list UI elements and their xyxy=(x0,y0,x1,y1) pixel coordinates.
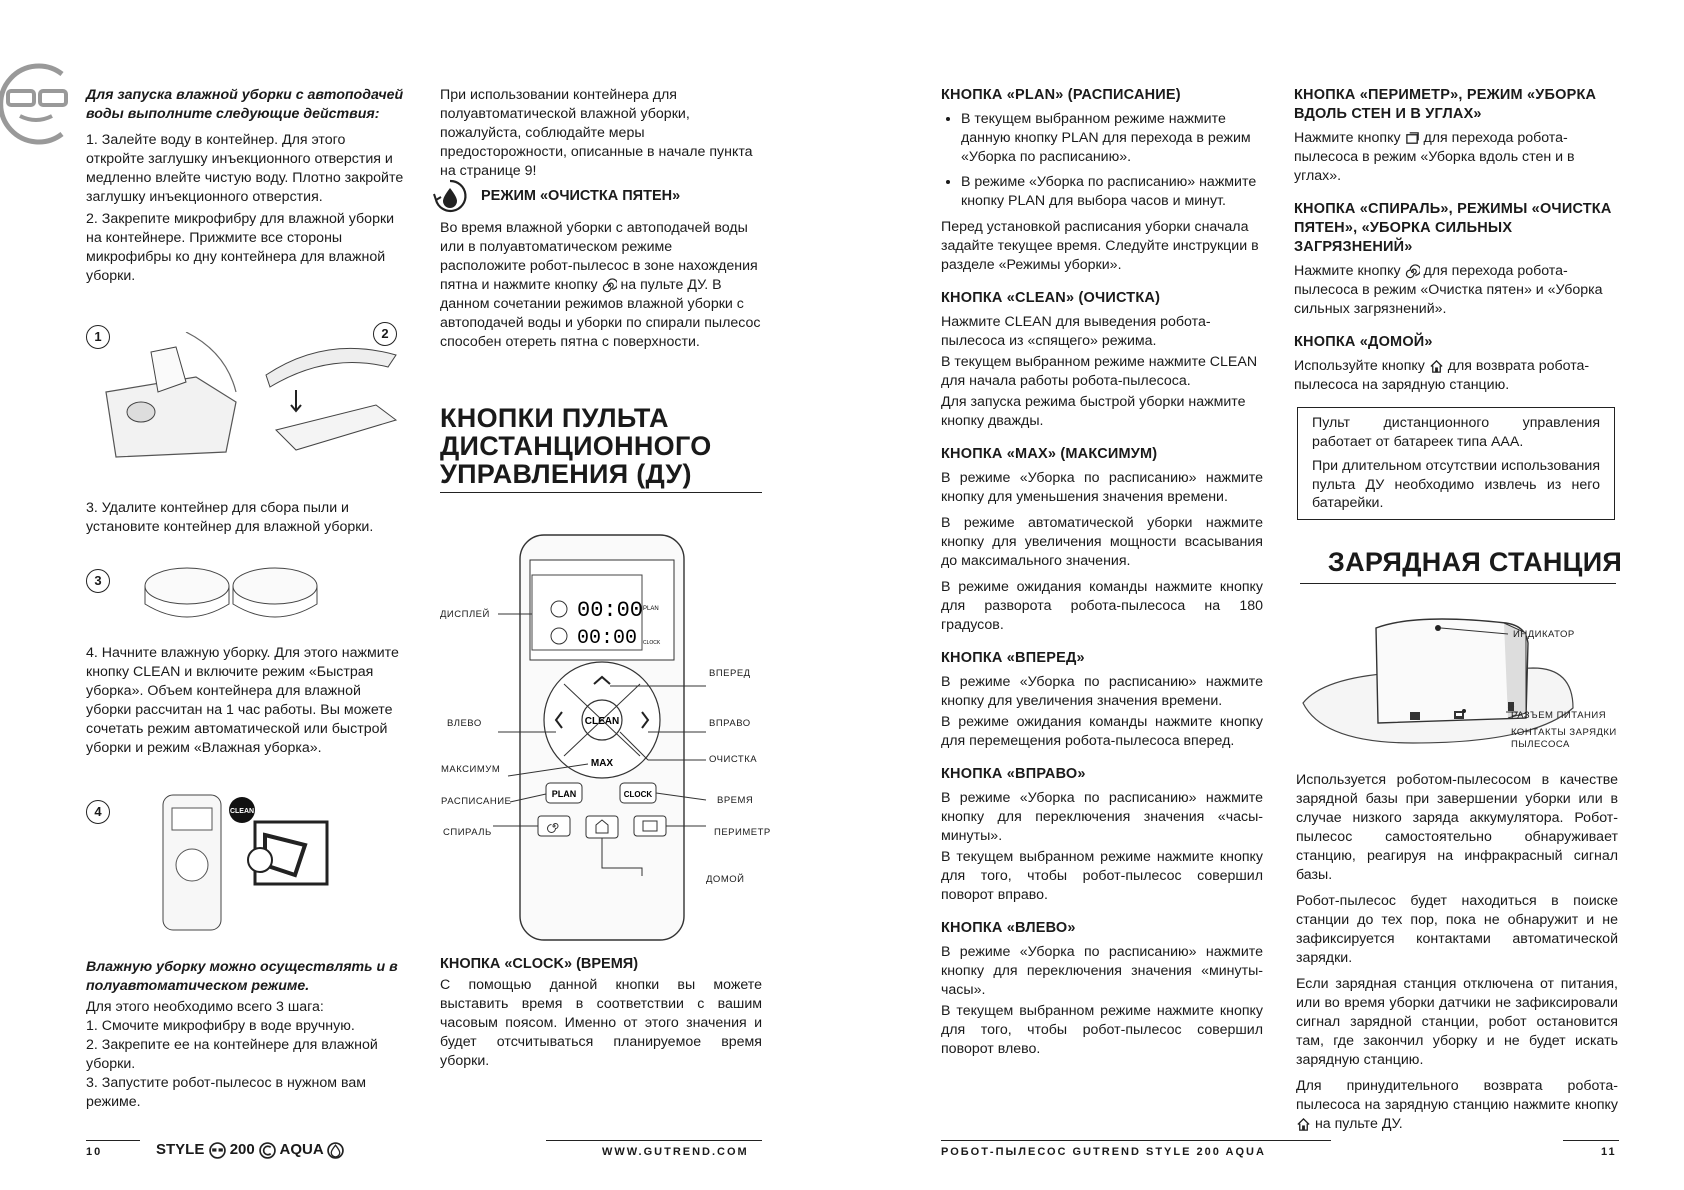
spiral-icon xyxy=(602,278,617,293)
station-text-1: Робот-пылесос будет находиться в поиске станции до тех пор, пока не обнаружит и не зафиксируется контактами автоматической зарядки. xyxy=(1296,893,1618,966)
perimeter-heading: КНОПКА «ПЕРИМЕТР», РЕЖИМ «УБОРКА ВДОЛЬ СТЕН И В УГЛАХ» xyxy=(1294,87,1597,122)
max-text-1: В режиме автоматической уборки нажмите кнопку для увеличения мощности всасывания до максимального значения. xyxy=(941,515,1263,569)
home-heading: КНОПКА «ДОМОЙ» xyxy=(1294,334,1433,350)
left-text-1: В текущем выбранном режиме нажмите кнопку для того, чтобы робот-пылесос совершил поворот влево. xyxy=(941,1003,1263,1057)
label-spiral: СПИРАЛЬ xyxy=(443,827,492,838)
label-contacts-2: ПЫЛЕСОСА xyxy=(1511,739,1570,750)
max-text-2: В режиме ожидания команды нажмите кнопку для разворота робота-пылесоса на 180 градусов. xyxy=(941,579,1263,633)
website: WWW.GUTREND.COM xyxy=(602,1146,749,1158)
right-text-0: В режиме «Уборка по расписанию» нажмите кнопку для переключения значения «часы-минуты». xyxy=(941,790,1263,844)
perimeter-text-b: для перехода робота-пылесоса в режим «Уборка вдоль стен и в углах». xyxy=(1294,130,1575,184)
swap-container-illustration xyxy=(140,564,325,634)
clean-button-label: CLEAN xyxy=(584,716,620,727)
right-footer-rule-1 xyxy=(941,1140,1331,1141)
left-footer-rule-1 xyxy=(86,1140,140,1141)
brand-style: STYLE xyxy=(156,1141,205,1158)
brand-c-icon xyxy=(259,1142,276,1159)
semi-auto-line-3: 3. Запустите робот-пылесос в нужном вам режиме. xyxy=(86,1075,366,1110)
semi-auto-line-0: Для этого необходимо всего 3 шага: xyxy=(86,999,324,1015)
label-clean: ОЧИСТКА xyxy=(709,754,758,765)
home-text-a: Используйте кнопку xyxy=(1294,358,1425,374)
clean-text-1: В текущем выбранном режиме нажмите CLEAN для начала работы робота-пылесоса. xyxy=(941,354,1258,389)
brand-logo xyxy=(156,1141,344,1159)
station-text xyxy=(1296,771,1618,1141)
step-4-text: 4. Начните влажную уборку. Для этого нажмите кнопку CLEAN и включите режим «Быстрая уборка». Объем контейнера для влажной уборки рассчитан на 1 час работы. Вы можете сочетать режим автоматической или быстрой уборки и режим «Влажная уборка». xyxy=(86,645,399,756)
spiral-heading: КНОПКА «СПИРАЛЬ», РЕЖИМЫ «ОЧИСТКА ПЯТЕН», «УБОРКА СИЛЬНЫХ ЗАГРЯЗНЕНИЙ» xyxy=(1294,201,1612,255)
station-text-2: Если зарядная станция отключена от питания, или во время уборки датчики не зафиксировали сигнал зарядной станции, робот остановится там, где закончил уборку и не будет искать зарядную станцию. xyxy=(1296,976,1618,1068)
spiral-button[interactable] xyxy=(538,816,570,836)
station-heading-rule xyxy=(1300,583,1616,584)
home-icon xyxy=(1429,359,1444,374)
display-clock-label: CLOCK xyxy=(643,640,661,646)
label-contacts-1: КОНТАКТЫ ЗАРЯДКИ xyxy=(1511,727,1617,738)
semi-auto-heading: Влажную уборку можно осуществлять и в полуавтоматическом режиме. xyxy=(86,959,398,994)
left-column-step3 xyxy=(86,499,404,544)
max-button-label[interactable]: MAX xyxy=(590,758,614,769)
semi-auto-line-1: 1. Смочите микрофибру в воде вручную. xyxy=(86,1018,355,1034)
right-footer-rule-2 xyxy=(1563,1140,1619,1141)
plan-heading: КНОПКА «PLAN» (РАСПИСАНИЕ) xyxy=(941,87,1181,103)
station-text-0: Используется роботом-пылесосом в качестве зарядной базы при завершении уборки или в случае низкого заряда аккумулятора. Робот-пылесос самостоятельно обнаруживает станцию, реагируя на инфракрасный сигнал базы. xyxy=(1296,772,1618,883)
wet-clean-intro: Для запуска влажной уборки с автоподачей воды выполните следующие действия: xyxy=(86,87,404,122)
precaution-text: При использовании контейнера для полуавтоматической влажной уборки, пожалуйста, соблюдайте меры предосторожности, описанные в начале пункта на странице 9! xyxy=(440,87,753,179)
figure-number-3: 3 xyxy=(86,569,110,593)
brand-aqua: AQUA xyxy=(279,1141,324,1158)
max-text-0: В режиме «Уборка по расписанию» нажмите кнопку для уменьшения значения времени. xyxy=(941,470,1263,505)
spot-mode-heading: РЕЖИМ «ОЧИСТКА ПЯТЕН» xyxy=(481,188,681,204)
plan-bullet-0: • В текущем выбранном режиме нажмите данную кнопку PLAN для перехода в режим «Уборка по расписанию». xyxy=(961,110,1263,167)
display-time-2: 00:00 xyxy=(577,627,638,650)
figure-number-4: 4 xyxy=(86,800,110,824)
spiral-text-a: Нажмите кнопку xyxy=(1294,263,1401,279)
station-last-b: на пульте ДУ. xyxy=(1314,1116,1403,1132)
product-title: РОБОТ-ПЫЛЕСОС GUTREND STYLE 200 AQUA xyxy=(941,1146,1266,1158)
right-page-number: 11 xyxy=(1601,1146,1617,1158)
left-page-number: 10 xyxy=(86,1146,103,1158)
forward-text-0: В режиме «Уборка по расписанию» нажмите кнопку для увеличения значения времени. xyxy=(941,674,1263,709)
label-power: РАЗЪЕМ ПИТАНИЯ xyxy=(1511,710,1607,721)
left-heading: КНОПКА «ВЛЕВО» xyxy=(941,920,1076,936)
fig4-clean-label: CLEAN xyxy=(229,808,255,815)
label-perimeter: ПЕРИМЕТР xyxy=(714,827,771,838)
glasses-logo-icon xyxy=(0,58,82,148)
spot-text-b: на пульте ДУ. В данном сочетании режимов влажной уборки с автоподачей воды и уборки по спирали пылесос способен отереть пятна с поверхности. xyxy=(440,277,761,350)
attach-microfiber-illustration xyxy=(256,335,406,455)
start-clean-illustration xyxy=(160,790,335,935)
home-button[interactable] xyxy=(586,816,618,838)
label-indicator: ИНДИКАТОР xyxy=(1513,629,1575,640)
label-forward: ВПЕРЕД xyxy=(709,668,751,679)
left-text-0: В режиме «Уборка по расписанию» нажмите кнопку для переключения значения «минуты-часы». xyxy=(941,944,1263,998)
brand-drop-icon xyxy=(327,1142,344,1159)
brand-glasses-icon xyxy=(209,1142,226,1159)
left-column-step4 xyxy=(86,644,404,765)
clock-button-label: CLOCK xyxy=(623,790,653,799)
fill-water-illustration xyxy=(96,332,246,462)
clock-text: С помощью данной кнопки вы можете выставить время в соответствии с вашим часовым поясом. Именно от этого значения и будет отсчитываться планируемое время уборки. xyxy=(440,977,762,1069)
label-time: ВРЕМЯ xyxy=(717,795,754,806)
station-heading: ЗАРЯДНАЯ СТАНЦИЯ xyxy=(1327,547,1623,577)
clean-heading: КНОПКА «CLEAN» (ОЧИСТКА) xyxy=(941,290,1161,306)
left-column-semi-auto xyxy=(86,958,404,1112)
label-home: ДОМОЙ xyxy=(706,874,745,885)
spiral-text-b: для перехода робота-пылесоса в режим «Очистка пятен» и «Уборка сильных загрязнений». xyxy=(1294,263,1603,317)
semi-auto-line-2: 2. Закрепите ее на контейнере для влажной уборки. xyxy=(86,1037,378,1072)
perimeter-text-a: Нажмите кнопку xyxy=(1294,130,1401,146)
perimeter-button[interactable] xyxy=(634,816,666,836)
right-text-1: В текущем выбранном режиме нажмите кнопку для того, чтобы робот-пылесос совершил поворот вправо. xyxy=(941,849,1263,903)
battery-note-2: При длительном отсутствии использования пульта ДУ необходимо извлечь из него батарейки. xyxy=(1312,458,1600,511)
home-icon xyxy=(1296,1117,1311,1132)
right-heading: КНОПКА «ВПРАВО» xyxy=(941,766,1086,782)
clean-text-0: Нажмите CLEAN для выведения робота-пылесоса из «спящего» режима. xyxy=(941,314,1211,349)
step-1-text: 1. Залейте воду в контейнер. Для этого откройте заглушку инъекционного отверстия и медленно влейте чистую воду. Плотно закройте заглушку инъекционного отверстия. xyxy=(86,132,404,205)
spiral-icon xyxy=(1405,264,1420,279)
max-heading: КНОПКА «MAX» (МАКСИМУМ) xyxy=(941,446,1158,462)
forward-heading: КНОПКА «ВПЕРЕД» xyxy=(941,650,1085,666)
spot-mode-text xyxy=(440,219,762,352)
step-3-text: 3. Удалите контейнер для сбора пыли и установите контейнер для влажной уборки. xyxy=(86,500,374,535)
display-plan-label: PLAN xyxy=(643,606,659,612)
label-display: ДИСПЛЕЙ xyxy=(440,609,490,620)
plan-bullet-1: • В режиме «Уборка по расписанию» нажмите кнопку PLAN для выбора часов и минут. xyxy=(961,173,1263,211)
clean-text-2: Для запуска режима быстрой уборки нажмите кнопку дважды. xyxy=(941,394,1246,429)
remote-heading-rule xyxy=(440,492,762,493)
step-2-text: 2. Закрепите микрофибру для влажной уборки на контейнере. Прижмите все стороны микрофибры ко дну контейнера для влажной уборки. xyxy=(86,211,395,284)
label-left: ВЛЕВО xyxy=(447,718,482,729)
right-column-3 xyxy=(941,86,1263,1066)
station-last-a: Для принудительного возврата робота-пылесоса на зарядную станцию нажмите кнопку xyxy=(1296,1078,1618,1113)
indicator-led xyxy=(1435,625,1441,631)
left-column-2 xyxy=(440,86,762,188)
plan-note: Перед установкой расписания уборки сначала задайте текущее время. Следуйте инструкции в разделе «Режимы уборки». xyxy=(941,219,1259,273)
label-schedule: РАСПИСАНИЕ xyxy=(441,796,512,807)
battery-note-1: Пульт дистанционного управления работает от батареек типа ААА. xyxy=(1312,415,1600,450)
left-footer-rule-2 xyxy=(546,1140,762,1141)
forward-text-1: В режиме ожидания команды нажмите кнопку для перемещения робота-пылесоса вперед. xyxy=(941,714,1263,749)
spot-clean-icon xyxy=(432,178,468,214)
brand-200: 200 xyxy=(229,1141,255,1158)
figure-number-1: 1 xyxy=(86,325,110,349)
home-text-b: для возврата робота-пылесоса на зарядную станцию. xyxy=(1294,358,1590,393)
clock-heading: КНОПКА «CLOCK» (ВРЕМЯ) xyxy=(440,956,639,972)
left-column-1 xyxy=(86,86,404,293)
figure-number-2: 2 xyxy=(373,322,397,346)
remote-heading: КНОПКИ ПУЛЬТА ДИСТАНЦИОННОГО УПРАВЛЕНИЯ (ДУ) xyxy=(440,403,712,489)
display-time-1: 00:00 xyxy=(577,598,644,623)
label-right: ВПРАВО xyxy=(709,718,751,729)
spot-text-a: Во время влажной уборки с автоподачей воды или в полуавтоматическом режиме расположите робот-пылесос в зоне нахождения пятна и нажмите кнопку xyxy=(440,220,758,293)
label-max: МАКСИМУМ xyxy=(441,764,501,775)
plan-button-label: PLAN xyxy=(551,789,577,799)
right-column-4 xyxy=(1294,86,1616,402)
perimeter-icon xyxy=(1405,131,1420,146)
battery-note-box xyxy=(1297,407,1615,520)
